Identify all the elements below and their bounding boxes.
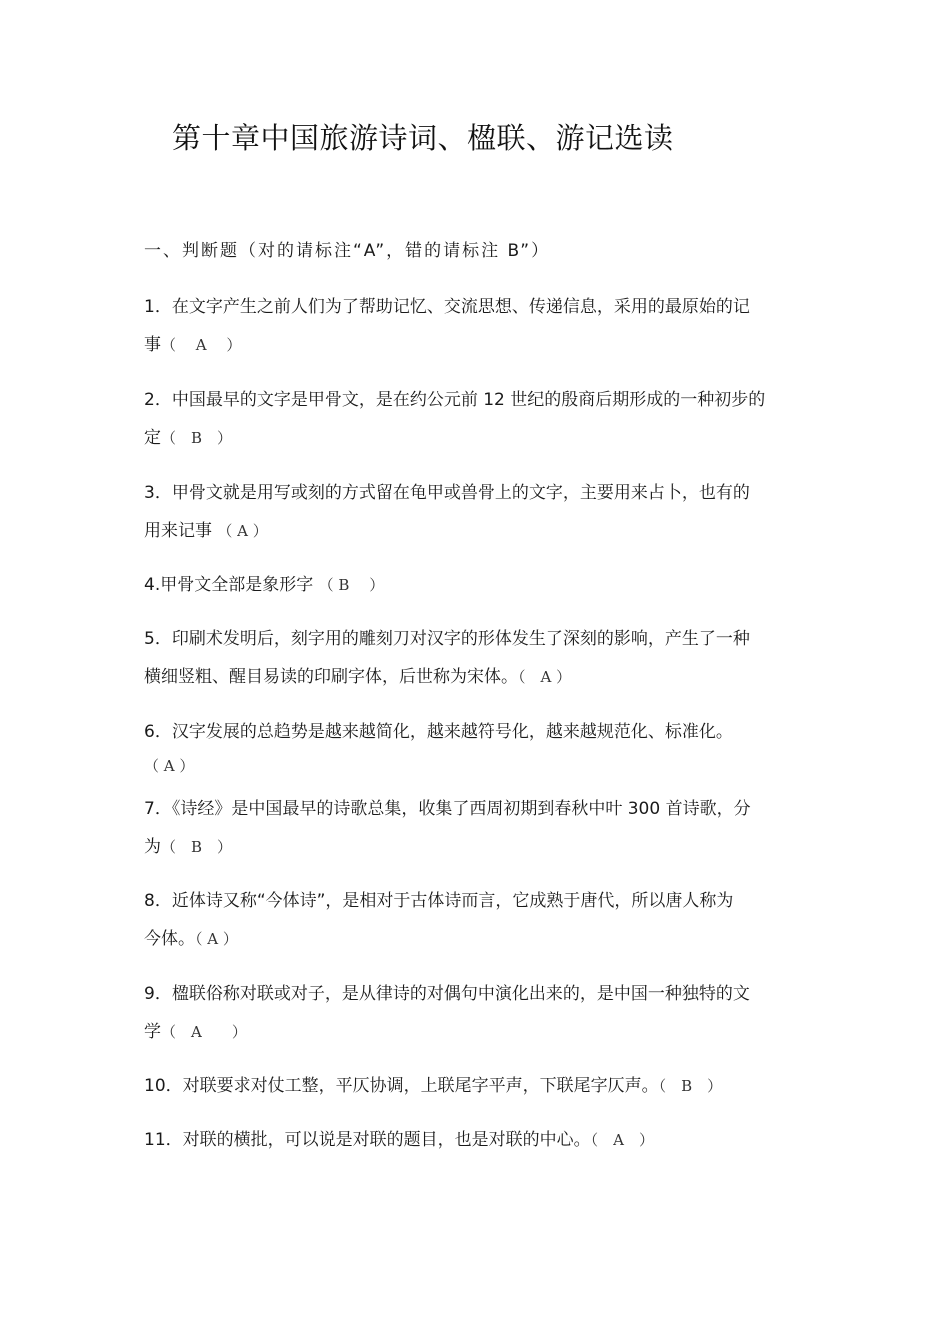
question-6-line-2 (144, 755, 194, 776)
question-2-line-1: 2．中国最早的文字是甲骨文，是在约公元前 12 世纪的殷商后期形成的一种初步的 (144, 390, 766, 410)
question-10-text: 10．对联要求对仗工整，平仄协调，上联尾字平声，下联尾字仄声。 (144, 1076, 659, 1096)
question-5-line-2 (144, 662, 571, 687)
question-1-line-2 (144, 330, 241, 355)
question-9-text: 学 (144, 1022, 161, 1042)
question-1-answer: （ A ） (161, 336, 242, 354)
question-7-line-1: 7．《诗经》是中国最早的诗歌总集，收集了西周初期到春秋中叶 300 首诗歌，分 (144, 799, 751, 819)
question-1-text: 事 (144, 335, 161, 355)
question-3-text: 用来记事 (144, 521, 212, 541)
question-4-text: 4.甲骨文全部是象形字 (144, 575, 314, 595)
page-title: 第十章中国旅游诗词、楹联、游记选读 (172, 121, 674, 155)
question-5-text: 横细竖粗、醒目易读的印刷字体，后世称为宋体。 (144, 667, 518, 687)
question-5-line-1: 5．印刷术发明后，刻字用的雕刻刀对汉字的形体发生了深刻的影响，产生了一种 (144, 629, 750, 649)
question-2-line-2 (144, 423, 232, 448)
question-11-answer: （ A ） (590, 1131, 654, 1149)
question-4-line-1 (144, 570, 384, 595)
question-9-answer: （ A ） (161, 1023, 247, 1041)
question-6-line-1: 6．汉字发展的总趋势是越来越简化，越来越符号化，越来越规范化、标准化。 (144, 722, 733, 742)
question-7-line-2 (144, 832, 232, 857)
question-8-line-1: 8．近体诗又称“今体诗”，是相对于古体诗而言，它成熟于唐代，所以唐人称为 (144, 891, 734, 911)
question-8-text: 今体。 (144, 929, 195, 949)
question-2-text: 定 (144, 428, 161, 448)
question-8-line-2 (144, 924, 238, 949)
question-9-line-2 (144, 1017, 247, 1042)
question-2-answer: （ B ） (161, 429, 233, 447)
question-1-line-1: 1．在文字产生之前人们为了帮助记忆、交流思想、传递信息，采用的最原始的记 (144, 297, 750, 317)
question-3-answer: （ A ） (217, 522, 268, 540)
question-9-line-1: 9．楹联俗称对联或对子，是从律诗的对偶句中演化出来的，是中国一种独特的文 (144, 984, 750, 1004)
question-8-answer: （ A ） (195, 930, 238, 948)
question-3-line-2 (144, 516, 268, 541)
question-3-line-1: 3．甲骨文就是用写或刻的方式留在龟甲或兽骨上的文字，主要用来占卜，也有的 (144, 483, 750, 503)
section-heading: 一、判断题（对的请标注“A”，错的请标注 B”） (144, 241, 551, 261)
question-11-line-1 (144, 1125, 654, 1150)
question-11-text: 11．对联的横批，可以说是对联的题目，也是对联的中心。 (144, 1130, 591, 1150)
question-4-answer: （ B ） (318, 576, 385, 594)
question-10-line-1 (144, 1071, 722, 1096)
question-6-answer: （ A ） (144, 757, 195, 775)
question-7-answer: （ B ） (161, 838, 233, 856)
question-7-text: 为 (144, 837, 161, 857)
question-5-answer: （ A ） (518, 668, 572, 686)
question-10-answer: （ B ） (658, 1077, 723, 1095)
